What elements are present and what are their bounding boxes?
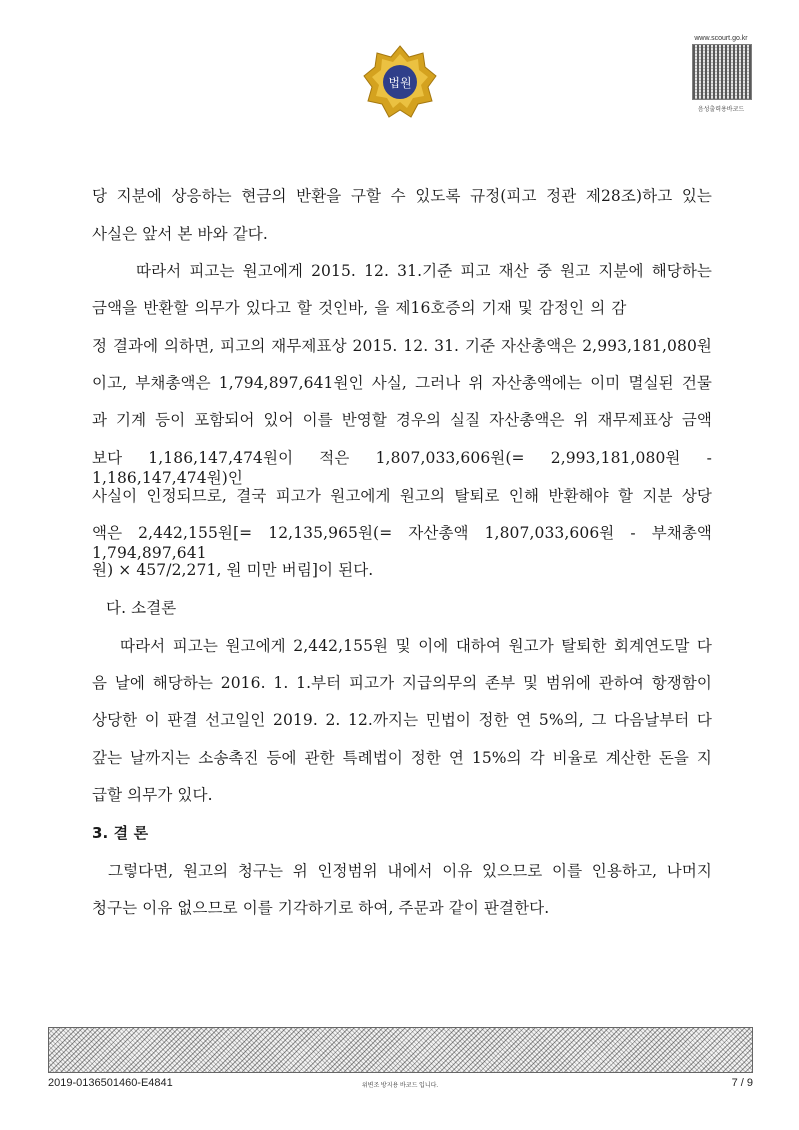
body-line-1: 당 지분에 상응하는 현금의 반환을 구할 수 있도록 규정(피고 정관 제28조)하고 있는 [92, 187, 712, 205]
body-line-13: 따라서 피고는 원고에게 2,442,155원 및 이에 대하여 원고가 탈퇴한 회계연도말 다 [120, 637, 712, 655]
body-line-2: 사실은 앞서 본 바와 같다. [92, 225, 268, 243]
anti-forgery-barcode [48, 1027, 753, 1073]
document-id: 2019-0136501460-E4841 [48, 1077, 173, 1089]
subsection-heading: 다. 소결론 [106, 599, 177, 617]
body-line-11: 원) × 457/2,271, 원 미만 버림]이 된다. [92, 561, 374, 579]
qr-code-image [692, 44, 752, 100]
body-line-17: 급할 의무가 있다. [92, 786, 213, 804]
page-number: 7 / 9 [731, 1077, 753, 1089]
qr-caption: 음성출력용바코드 [697, 107, 745, 113]
body-line-19: 그렇다면, 원고의 청구는 위 인정범위 내에서 이유 있으므로 이를 인용하고, 나머지 [108, 862, 712, 880]
body-line-16: 갚는 날까지는 소송촉진 등에 관한 특례법이 정한 연 15%의 각 비율로 계산한 돈을 지 [92, 749, 712, 767]
body-line-5: 정 결과에 의하면, 피고의 재무제표상 2015. 12. 31. 기준 자산총액은 2,993,181,080원 [92, 337, 712, 355]
body-line-4: 금액을 반환할 의무가 있다고 할 것인바, 을 제16호증의 기재 및 감정인 의 감 [92, 299, 627, 317]
emblem-text: 법원 [388, 76, 412, 90]
body-line-3: 따라서 피고는 원고에게 2015. 12. 31.기준 피고 재산 중 원고 지분에 해당하는 [136, 262, 712, 280]
body-line-20: 청구는 이유 없으므로 이를 기각하기로 하여, 주문과 같이 판결한다. [92, 899, 550, 917]
body-line-9: 사실이 인정되므로, 결국 피고가 원고에게 원고의 탈퇴로 인해 반환해야 할 지분 상당 [92, 487, 712, 505]
court-emblem-logo [362, 44, 438, 120]
court-url: www.scourt.go.kr [694, 35, 748, 42]
body-line-10: 액은 2,442,155원[= 12,135,965원(= 자산총액 1,807,033,606원 - 부채총액 1,794,897,641 [92, 524, 712, 562]
body-line-7: 과 기계 등이 포함되어 있어 이를 반영할 경우의 실질 자산총액은 위 재무제표상 금액 [92, 411, 712, 429]
barcode-note: 위변조 방지용 바코드 입니다. [361, 1083, 439, 1089]
section-heading: 3. 결 론 [92, 824, 149, 842]
body-line-6: 이고, 부채총액은 1,794,897,641원인 사실, 그러나 위 자산총액에는 이미 멸실된 건물 [92, 374, 712, 392]
body-line-8: 보다 1,186,147,474원이 적은 1,807,033,606원(= 2,993,181,080원 - 1,186,147,474원)인 [92, 449, 712, 487]
body-line-14: 음 날에 해당하는 2016. 1. 1.부터 피고가 지급의무의 존부 및 범위에 관하여 항쟁함이 [92, 674, 712, 692]
body-line-15: 상당한 이 판결 선고일인 2019. 2. 12.까지는 민법이 정한 연 5%의, 그 다음날부터 다 [92, 711, 712, 729]
